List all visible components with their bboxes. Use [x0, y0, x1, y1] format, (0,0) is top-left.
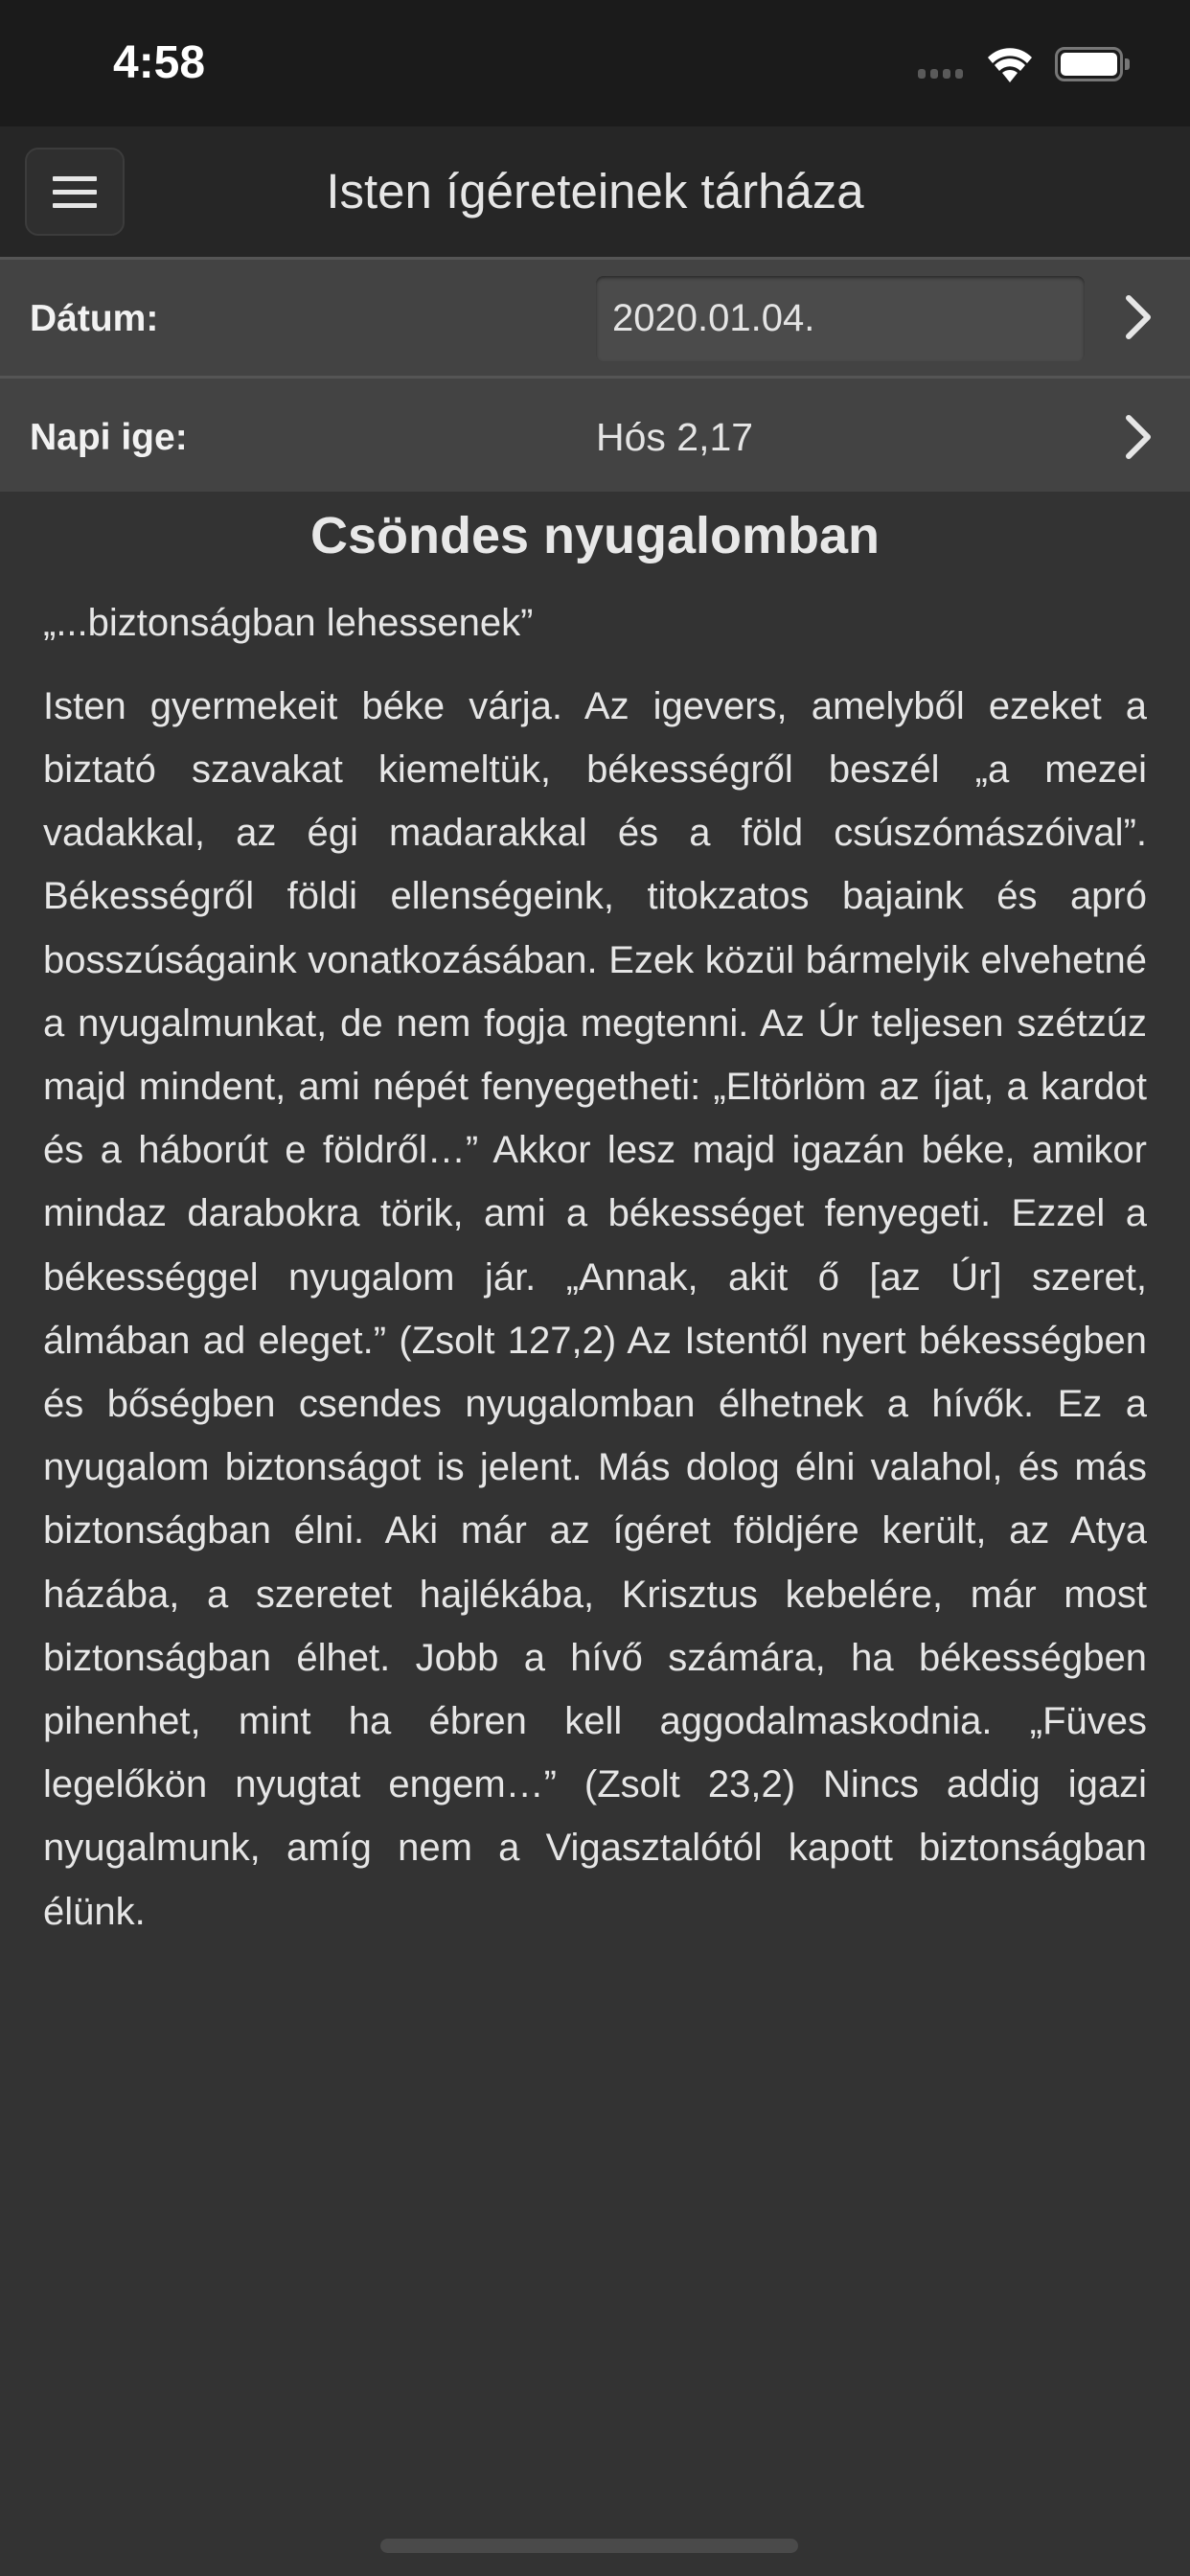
battery-icon: [1055, 47, 1123, 81]
navigation-bar: [0, 126, 1190, 257]
daily-verse-label: Napi ige:: [30, 417, 188, 458]
page-title: Isten ígéreteinek tárháza: [326, 164, 864, 218]
signal-icon: [918, 69, 963, 79]
date-input[interactable]: [596, 276, 1085, 361]
wifi-icon: [987, 46, 1033, 84]
home-indicator[interactable]: [380, 2539, 798, 2553]
chevron-right-icon[interactable]: [1123, 294, 1154, 340]
article-body: Isten gyermekeit béke várja. Az igevers, amelyből ezeket a biztató szavakat kiemeltük, békességről beszél „a mezei vadakkal, az égi madarakkal és a föld csúszómászóival”. Békességről földi ellenségeink, titokzatos bajaink és apró bosszúságaink vonatkozásában. Ezek közül bármelyik elvehetné a nyugalmunkat, de nem fogja megtenni. Az Úr teljesen szétzúz majd mindent, ami népét fenyegetheti: „Eltörlöm az íjat, a kardot és a háborút e földről…” Akkor lesz majd igazán béke, amikor mindaz darabokra törik, ami a békességet fenyegeti. Ezzel a békességgel nyugalom jár. „Annak, akit ő [az Úr] szeret, álmában ad eleget.” (Zsolt 127,2) Az Istentől nyert békességben és bőségben csendes nyugalomban élhetnek a hívők. Ez a nyugalom biztonságot is jelent. Más dolog élni valahol, és más biztonságban élni. Aki már az ígéret földjére került, az Atya házába, a szeretet hajlékába, Krisztus kebelére, már most biztonságban élhet. Jobb a hívő számára, ha békességben pihenhet, mint ha ébren kell aggodalmaskodnia. „Füves legelőkön nyugtat engem…” (Zsolt 23,2) Nincs addig igazi nyugalmunk, amíg nem a Vigasztalótól kapott biztonságban élünk.: [43, 684, 1147, 1933]
daily-verse-reference[interactable]: Hós 2,17: [596, 415, 754, 459]
article-title: Csöndes nyugalomban: [309, 507, 881, 564]
chevron-right-icon[interactable]: [1123, 414, 1154, 460]
article-quote: „...biztonságban lehessenek”: [43, 601, 534, 644]
status-time: 4:58: [113, 37, 206, 88]
daily-verse-row[interactable]: [0, 376, 1190, 492]
date-label: Dátum:: [30, 298, 159, 339]
battery-tip: [1125, 58, 1130, 70]
date-row: [0, 257, 1190, 376]
article: [43, 505, 1147, 1944]
status-bar: [0, 0, 1190, 126]
